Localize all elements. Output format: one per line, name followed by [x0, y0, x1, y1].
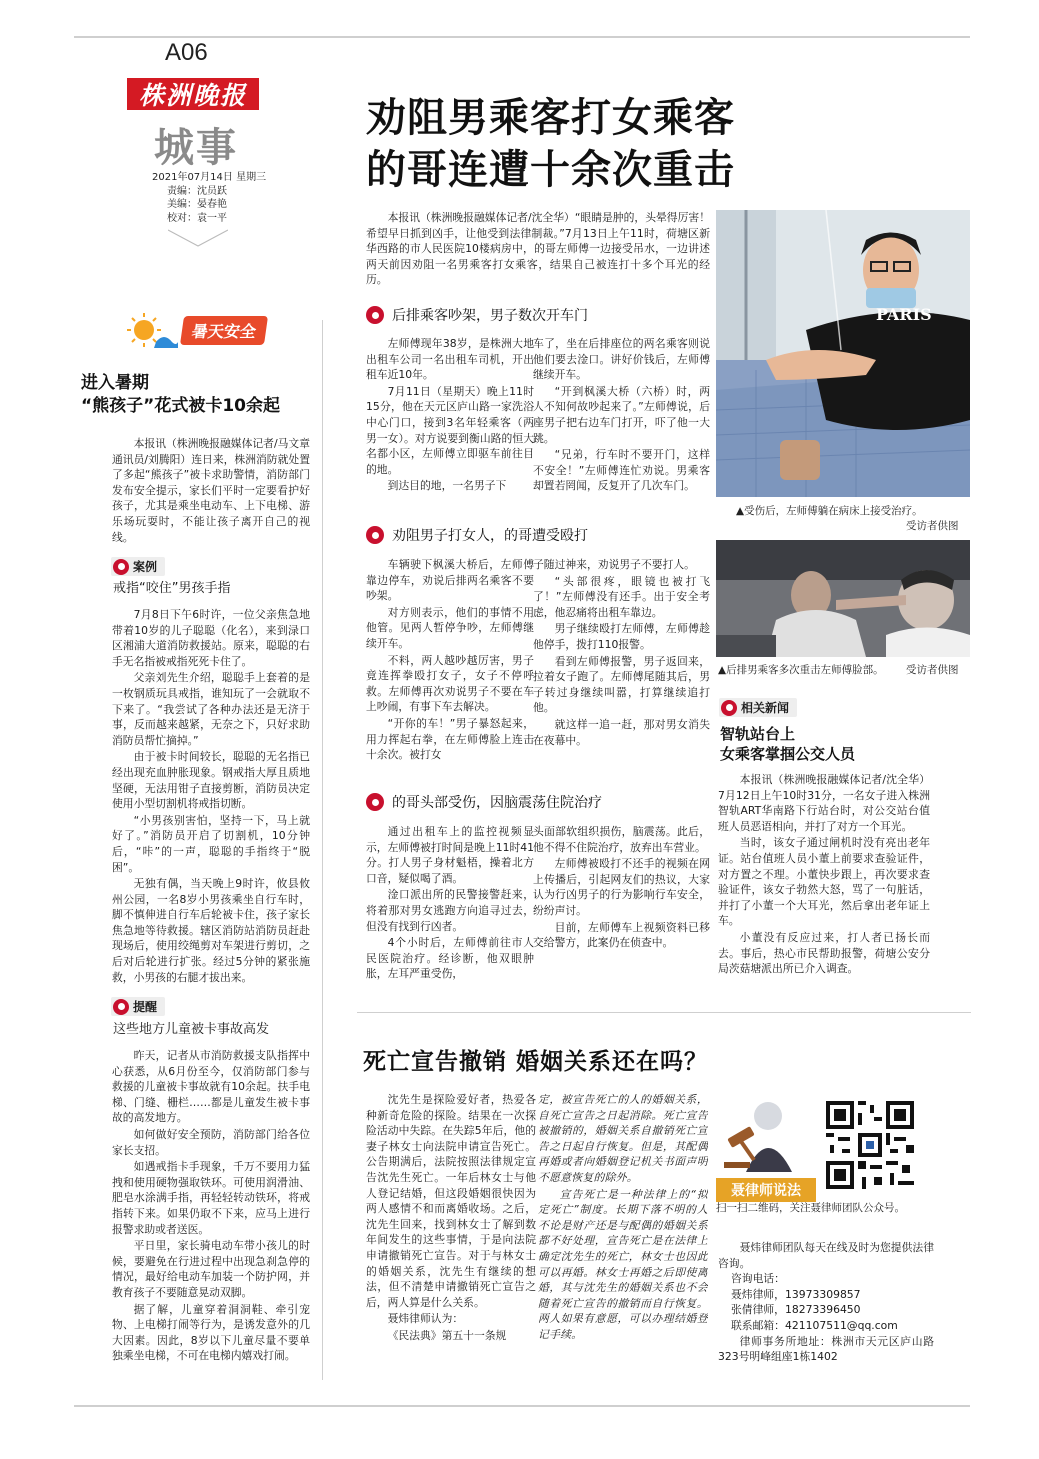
paragraph: “兄弟，行车时不要开门，这样不安全！”左师傅连忙劝说。男乘客却置若罔闻，反复开了几次车门。	[533, 448, 710, 493]
paragraph: 本报讯（株洲晚报融媒体记者/沈全华）7月12日上午10时31分，一名女子进入株洲智轨ART华南路下行站台时，对公交站台值班人员恶语相向，并打了对方一个耳光。	[718, 773, 930, 833]
related-tag-label: 相关新闻	[741, 701, 790, 715]
hospital-photo	[716, 210, 970, 497]
page-number: A06	[165, 39, 208, 66]
editor: 责编：沈员跃	[167, 185, 227, 197]
qr-code[interactable]	[822, 1097, 918, 1193]
paragraph: 车了，坐在后排座位的两名乘客则说他们要去淦口。讲好价钱后，左师傅继续开车。	[533, 337, 710, 382]
qr-icon	[822, 1097, 918, 1193]
paragraph: 目前，左师傅车上视频资料已移交给警方，此案仍在侦查中。	[533, 920, 710, 950]
paragraph: 小董没有反应过来，打人者已扬长而去。事后，热心市民帮助报警，荷塘公安分局茨菇塘派出所已介入调查。	[718, 930, 930, 976]
section2-col2	[533, 557, 710, 781]
paragraph: “开到枫溪大桥（六桥）时，两人不知何故吵起来了。”左师傅说，后座男子把右边车门打开，吓了他一大跳。	[533, 384, 710, 445]
shirt-text: PARIS	[876, 305, 932, 324]
phone-2: 张倩律师，18273396450	[731, 1303, 861, 1317]
section1-heading	[366, 305, 588, 325]
paragraph: 男子继续殴打左师傅，左师傅趁他停手，拨打110报警。	[533, 622, 710, 651]
paragraph: 看到左师傅报警，男子返回来，拉着女子跑了。左师傅尾随其后，男子转过身继续叫嚣，打算继续追打他。	[533, 654, 710, 715]
section1-col2	[533, 336, 710, 516]
bullet-icon	[721, 700, 737, 716]
paragraph: 左师傅现年38岁，是株洲大地出租车公司一名出租车司机，开出租车近10年。	[366, 337, 534, 382]
bullet-icon	[113, 999, 129, 1015]
paragraph: “小男孩别害怕，坚持一下，马上就好了。”消防员开启了切割机，10分钟后，“咔”的一声，聪聪的手指终于“脱困”。	[112, 813, 310, 874]
section3-heading	[366, 792, 602, 812]
section3-col1	[366, 824, 534, 1004]
section3-col2	[533, 824, 710, 1004]
paragraph: 由于被卡时间较长，聪聪的无名指已经出现充血肿胀现象。钢戒指大厚且质地坚硬，无法用钳子直接剪断，消防员决定使用小型切割机将戒指切断。	[112, 750, 310, 811]
paper-logo	[127, 78, 259, 110]
paragraph: 沈先生是探险爱好者，热爱各种新奇危险的探险。结果在一次探险活动中失踪。在失踪5年后，他的妻子林女士向法院申请宣告死亡。公告期满后，法院按照法律规定宣告沈先生死亡。一年后林女士与他人登记结婚，但这段婚姻很快因为两人感情不和而离婚收场。之后，沈先生回来，找到林女士了解到数年间发生的这些事情，于是向法院申请撤销死亡宣告。对于与林女士的婚姻关系，沈先生有继续的想法，但不清楚申请撤销死亡宣告之后，两人算是什么关系。	[366, 1093, 536, 1309]
badge-label: 暑天安全	[180, 316, 268, 345]
case-title: 戒指“咬住”男孩手指	[113, 581, 231, 596]
address: 律师事务所地址：株洲市天元区庐山路323号明峰组座1栋1402	[718, 1334, 934, 1364]
tip-tag-label: 提醒	[133, 1000, 158, 1014]
paragraph: 据了解，儿童穿着洞洞鞋、牵引宠物、上电梯打闹等行为，是诱发意外的几大因素。因此，8岁以下儿童尽量不要单独乘坐电梯，不可在电梯内嬉戏打闹。	[112, 1302, 310, 1363]
related-headline-line1: 智轨站台上	[720, 725, 796, 743]
gavel-icon	[716, 1094, 816, 1172]
paragraph: 淦口派出所的民警接警赶来，将着那对男女逃跑方向追寻过去，但没有找到行凶者。	[366, 888, 534, 933]
paragraph: 通过出租车上的监控视频显示，左师傅被打时间是晚上11时41分。打人男子身材魁梧，操着北方口音，疑似喝了酒。	[366, 825, 534, 885]
paragraph: 无独有偶，当天晚上9时许，攸县攸州公园，一名8岁小男孩乘坐自行车时，脚不慎伸进自行车后轮被卡住，孩子家长焦急地等待救援。辖区消防站消防员赶赴现场后，使用绞绳剪对车架进行剪切，之后对后轮进行扩张。经过5分钟的紧张施救，小男孩的右腿才拔出来。	[112, 877, 310, 984]
related-body	[718, 772, 930, 1004]
section2-heading	[366, 525, 588, 545]
dashcam-photo	[716, 540, 970, 657]
paragraph: 就这样一追一赶，那对男女消失在夜幕中。	[533, 717, 710, 747]
masthead-info	[152, 171, 266, 225]
main-headline	[366, 92, 735, 196]
paragraph: 昨天，记者从市消防救援支队指挥中心获悉，从6月份至今，仅消防部门参与救援的儿童被卡事故就有10余起。扶手电梯、门缝、栅栏……都是儿童发生被卡事故的高发地方。	[112, 1049, 310, 1125]
main-headline-line2: 的哥连遭十余次重击	[366, 147, 735, 193]
tip-body	[112, 1048, 310, 1388]
section2-title: 劝阻男子打女人，的哥遭受殴打	[392, 528, 588, 544]
bullet-icon	[366, 793, 384, 811]
section3-title: 的哥头部受伤，因脑震荡住院治疗	[392, 795, 602, 811]
legal-col2	[538, 1092, 708, 1388]
left-headline-line1: 进入暑期	[81, 373, 149, 393]
left-headline	[81, 372, 280, 418]
paragraph: 头面部软组织损伤，脑震荡。此后，他不得不住院治疗，放弃出车营业。	[533, 825, 710, 854]
designer: 美编：晏春艳	[167, 199, 227, 210]
paper-name: 株洲晚报	[138, 81, 247, 110]
lawyer-brand: 聂律师说法	[716, 1178, 816, 1202]
related-headline	[720, 724, 855, 764]
paragraph: 定，被宣告死亡的人的婚姻关系，自死亡宣告之日起消除。死亡宣告被撤销的，婚姻关系自撤销死亡宣告之日起自行恢复。但是，其配偶再婚或者向婚姻登记机关书面声明不愿意恢复的除外。	[538, 1093, 708, 1184]
paragraph: 父亲刘先生介绍，聪聪手上套着的是一枚钢质玩具戒指，谁知玩了一会就取不下来了。“我尝试了各种办法还是无济于事，反而越来越紧，无奈之下，只好求助消防员帮忙摘掉。”	[112, 671, 310, 747]
contact-intro: 聂炜律师团队每天在线及时为您提供法律咨询。	[718, 1241, 934, 1270]
legal-divider	[357, 1012, 971, 1013]
paragraph: 到达目的地，一名男子下	[387, 479, 507, 493]
tip-title: 这些地方儿童被卡事故高发	[113, 1022, 270, 1037]
legal-col1	[366, 1092, 536, 1388]
section-name: 城事	[154, 124, 238, 171]
section1-title: 后排乘客吵架，男子数次开车门	[392, 308, 588, 324]
paragraph: 如遇戒指卡手现象，千万不要用力猛拽和使用硬物强取铁环。可使用润滑油、肥皂水涂满手指，再轻轻转动铁环，将戒指转下来。如果仍取不下来，应马上进行报警求助或者送医。	[112, 1160, 310, 1236]
lawyer-logo	[716, 1094, 816, 1199]
paragraph: 4个小时后，左师傅前往市人民医院治疗。经诊断，他双眼肿胀，左耳严重受伤，	[366, 936, 534, 981]
paragraph: 7月11日（星期天）晚上11时15分，他在天元区庐山路一家洗浴中心门口，接到3名年轻乘客（两男一女）。对方说要到衡山路的恒大名都小区，左师傅立即驱车前往目的地。	[366, 384, 534, 476]
phone-1: 聂炜律师，13973309857	[731, 1287, 861, 1301]
section2-col1	[366, 557, 534, 781]
lawyer-contact	[718, 1240, 934, 1390]
top-rule	[74, 36, 970, 38]
paragraph: 7月8日下午6时许，一位父亲焦急地带着10岁的儿子聪聪（化名），来到渌口区湘浦大道消防救援站。原来，聪聪的右手无名指被戒指死死卡住了。	[112, 608, 310, 668]
case-tag	[111, 555, 165, 576]
dashcam-illustration	[716, 540, 970, 657]
main-lead-text: 本报讯（株洲晚报融媒体记者/沈全华）“眼睛是肿的，头晕得厉害！希望早日抓到凶手，让他受到法律制裁。”7月13日上午11时，荷塘区新华西路的市人民医院10楼病房中，的哥左师傅一边接受吊水，一边讲述两天前因劝阻一名男乘客打女乘客，结果自己被连打十多个耳光的经历。	[366, 211, 710, 287]
case-tag-label: 案例	[133, 560, 158, 574]
case-body	[112, 607, 310, 993]
paragraph: 平日里，家长骑电动车带小孩儿的时候，要避免在行进过程中出现急刹急停的情况，最好给电动车加装一个防护网，并教育孩子不要随意晃动双脚。	[112, 1239, 310, 1299]
related-headline-line2: 女乘客掌掴公交人员	[720, 745, 856, 763]
paragraph: 对方则表示，他们的事情不用他管。见两人暂停争吵，左师傅继续开车。	[366, 605, 534, 650]
qr-caption: 扫一扫二维码，关注聂律师团队公众号。	[716, 1202, 905, 1214]
photo1-caption: ▲受伤后，左师傅躺在病床上接受治疗。	[736, 505, 923, 517]
bullet-icon	[366, 306, 384, 324]
masthead-chevron	[168, 228, 228, 248]
paragraph: “开你的车！”男子暴怒起来，用力挥起右拳，在左师傅脸上连击十余次。被打女	[366, 716, 534, 762]
contact-label: 咨询电话：	[731, 1272, 785, 1286]
paragraph: 不料，两人越吵越厉害，男子竟连挥拳殴打女子，女子不停呼救。左师傅再次劝说男子不要在车上吵闹，有事下车去解决。	[366, 653, 534, 714]
section1-col1	[366, 336, 534, 516]
paragraph: 当时，该女子通过闸机时没有亮出老年证。站台值班人员小董上前要求查验证件，对方置之不理。小董快步跟上，再次要求查验证件，该女子勃然大怒，骂了一句脏话，并打了小董一个大耳光，然后拿出老年证上车。	[718, 836, 930, 928]
photo2-caption: ▲后排男乘客多次重击左师傅脸部。	[718, 664, 884, 676]
email: 联系邮箱：421107511@qq.com	[731, 1318, 898, 1332]
tip-tag	[111, 995, 165, 1016]
paragraph: 《民法典》第五十一条规	[387, 1328, 507, 1342]
paragraph: 左师傅被殴打不还手的视频在网上传播后，引起网友们的热议，大家认为行凶男子的行为影响行车安全，纷纷声讨。	[533, 857, 710, 917]
paragraph: 宣告死亡是一种法律上的“拟定死亡”制度。长期下落不明的人不论是财产还是与配偶的婚姻关系都不好处理，宣告死亡是在法律上确定沈先生的死亡，林女士也因此可以再婚。林女士再婚之后即使离婚，其与沈先生的婚姻关系也不会随着死亡宣告的撤销而自行恢复。两人如果有意愿，可以办理结婚登记手续。	[538, 1187, 708, 1341]
date: 2021年07月14日 星期三	[152, 172, 267, 183]
patient-illustration	[716, 210, 970, 497]
sun-icon	[126, 312, 178, 348]
paragraph: 车辆驶下枫溪大桥后，左师傅靠边停车，劝说后排两名乘客不要吵架。	[366, 558, 534, 603]
related-tag	[719, 696, 797, 717]
summer-safety-badge	[126, 312, 266, 348]
bottom-rule	[74, 1405, 970, 1407]
left-lead	[112, 436, 310, 544]
main-lead	[366, 210, 710, 288]
main-headline-line1: 劝阻男乘客打女乘客	[366, 95, 735, 141]
paragraph: 本报讯（株洲晚报融媒体记者/马文章 通讯员/刘腾阳）连日来，株洲消防就处置了多起“熊孩子”被卡求助警情，消防部门发布安全提示，家长们平时一定要看护好孩子，尤其是乘坐电动车、上下电梯、游乐场玩耍时，不能让孩子离开自己的视线。	[112, 437, 310, 544]
photo1-credit: 受访者供图	[906, 520, 959, 532]
paragraph: “头部很疼，眼镜也被打飞了！”左师傅没有还手。出于安全考虑，他忍痛将出租车靠边。	[533, 574, 710, 619]
photo2-credit: 受访者供图	[906, 664, 959, 676]
paragraph: 如何做好安全预防，消防部门给各位家长支招。	[112, 1127, 310, 1157]
bullet-icon	[366, 526, 384, 544]
column-divider	[322, 320, 323, 1380]
paragraph: 聂炜律师认为：	[387, 1312, 464, 1326]
legal-headline: 死亡宣告撤销 婚姻关系还在吗？	[363, 1049, 709, 1075]
bullet-icon	[113, 559, 129, 575]
proofreader: 校对：袁一平	[167, 212, 227, 224]
paragraph: 子随过神来，劝说男子不要打人。	[533, 558, 695, 571]
left-headline-line2: “熊孩子”花式被卡10余起	[81, 396, 281, 416]
